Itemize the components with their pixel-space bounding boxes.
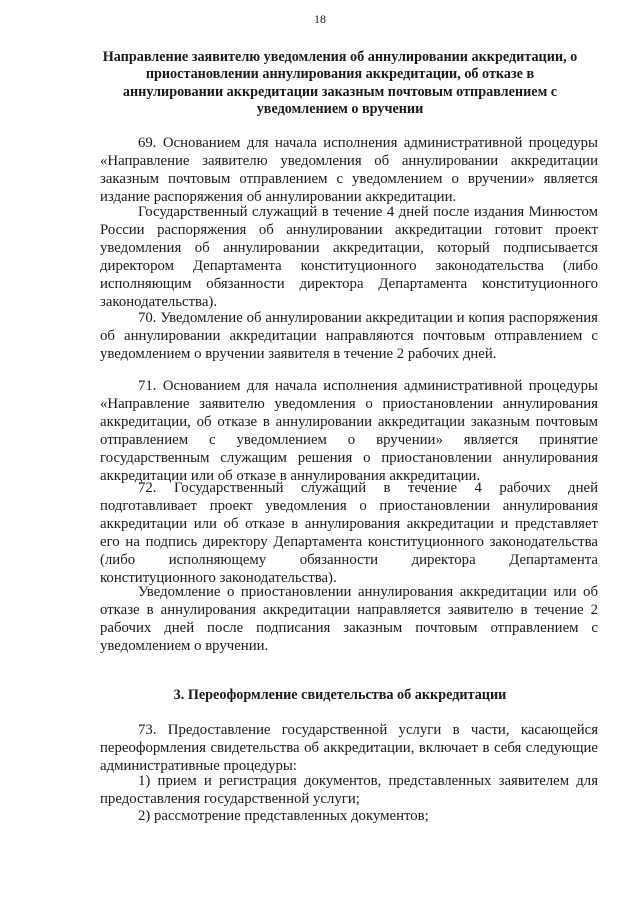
paragraph-70: 70. Уведомление об аннулировании аккредитации и копия распоряжения об аннулировании аккредитации направляются почтовым отправлением с уведомлением о вручении заявителя в течение 2 рабочих дней. bbox=[100, 310, 598, 362]
paragraph-69: 69. Основанием для начала исполнения административной процедуры «Направление заявителю уведомления об аннулировании аккредитации заказным почтовым отправлением с уведомлением о вручении» является издание распоряжения об аннулировании аккредитации. bbox=[100, 135, 598, 205]
paragraph-71: 71. Основанием для начала исполнения административной процедуры «Направление заявителю уведомления о приостановлении аннулирования аккредитации, об отказе в аннулировании аккредитации заказным почтовым отправлением с уведомлением о вручении» является принятие государственным служащим решения о приостановлении аннулирования аккредитации или об отказе в аннулирования аккредитации. bbox=[100, 378, 598, 484]
section-3-heading: 3. Переоформление свидетельства об аккредитации bbox=[173, 687, 507, 703]
list-item-2: 2) рассмотрение представленных документов; bbox=[138, 808, 429, 824]
list-item-1: 1) прием и регистрация документов, представленных заявителем для предоставления государственной услуги; bbox=[100, 773, 598, 807]
paragraph-73: 73. Предоставление государственной услуги в части, касающейся переоформления свидетельства об аккредитации, включает в себя следующие административные процедуры: bbox=[100, 722, 598, 774]
page-number: 18 bbox=[314, 12, 326, 26]
section-heading: Направление заявителю уведомления об аннулировании аккредитации, о приостановлении аннулирования аккредитации, об отказе в аннулировании аккредитации заказным почтовым отправлением с уведомлением о вручении bbox=[102, 49, 578, 117]
paragraph-72: 72. Государственный служащий в течение 4 рабочих дней подготавливает проект уведомления о приостановлении аннулирования аккредитации или об отказе в аннулирования аккредитации и представляет его на подпись директору Департамента конституционного законодательства (либо исполняющему обязанности директора Департамента конституционного законодательства). bbox=[100, 480, 598, 586]
paragraph-notice: Уведомление о приостановлении аннулирования аккредитации или об отказе в аннулирования аккредитации направляется заявителю в течение 2 рабочих дней после подписания заказным почтовым отправлением с уведомлением о вручении. bbox=[100, 584, 598, 654]
paragraph-civil-servant: Государственный служащий в течение 4 дней после издания Минюстом России распоряжения об аннулировании аккредитации готовит проект уведомления об аннулировании аккредитации, который подписывается директором Департамента конституционного законодательства (либо исполняющим обязанности директора Департамента конституционного законодательства). bbox=[100, 204, 598, 310]
